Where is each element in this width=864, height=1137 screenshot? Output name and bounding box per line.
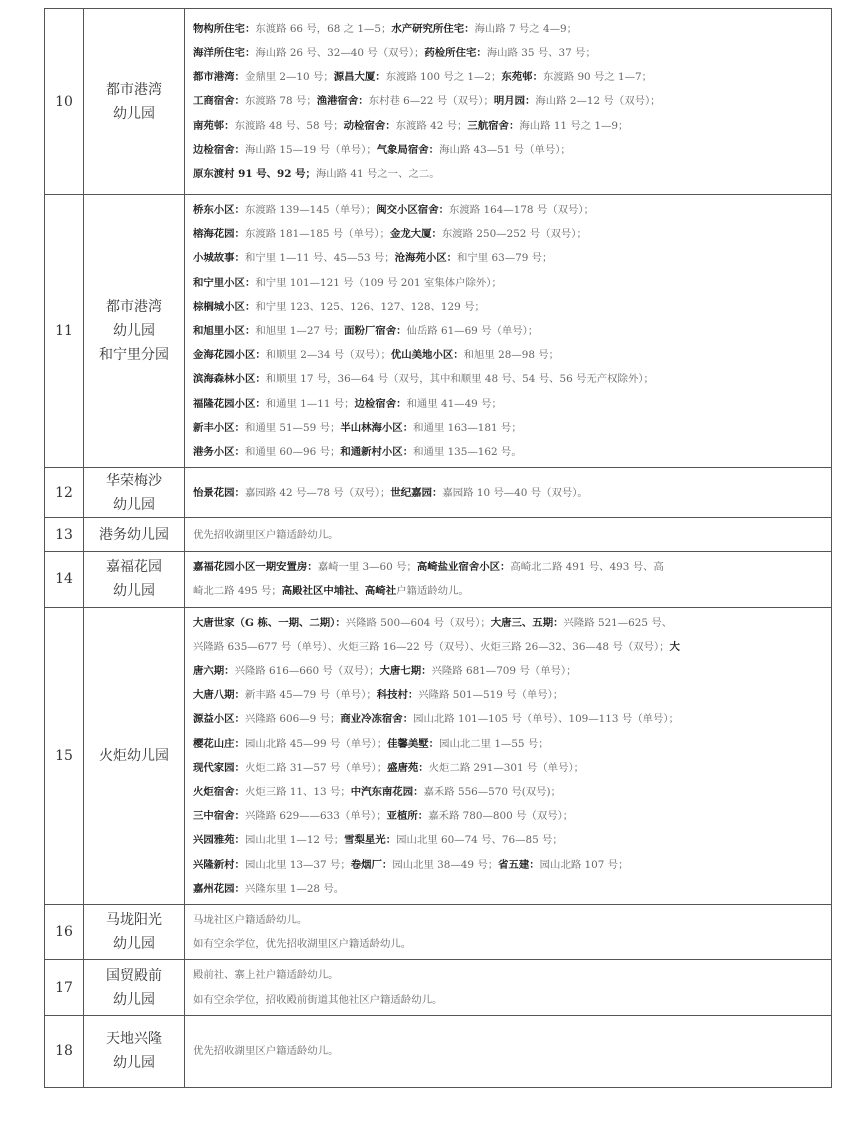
address-text: 海山路 43—51 号（单号）； [439, 143, 571, 156]
area-name: 半山林海小区： [340, 421, 414, 434]
area-name: 福隆花园小区： [193, 397, 266, 410]
address-text: 海山路 11 号之 1—9； [519, 119, 629, 132]
address-text: 园山北里 1—12 号； [244, 834, 345, 847]
school-name-line: 嘉福花园 [106, 559, 162, 576]
area-line [193, 555, 827, 579]
area-line [193, 222, 827, 246]
area-line [193, 707, 827, 731]
catchment-area [185, 607, 832, 904]
area-line [193, 198, 827, 222]
area-name: 物构所住宅： [193, 22, 256, 35]
area-name: 和宁里小区： [193, 276, 256, 289]
table-row [45, 195, 832, 468]
area-name: 大唐三、五期： [490, 616, 564, 629]
table-row [45, 1015, 832, 1087]
address-text: 海山路 26 号、32—40 号（双号）； [255, 46, 425, 59]
address-text: 和通里 163—181 号； [413, 421, 522, 434]
school-zone-table [44, 8, 832, 1088]
area-name: 新丰小区： [193, 421, 245, 434]
area-name: 世纪嘉园： [390, 486, 443, 499]
row-number: 15 [45, 607, 84, 904]
area-name: 大唐世家（G 栋、一期、二期）： [193, 616, 346, 629]
area-name: 金海花园小区： [193, 349, 266, 362]
area-name: 三中宿舍： [193, 810, 245, 823]
catchment-area [185, 518, 832, 552]
address-text: 兴隆路 681—709 号（单号）； [431, 665, 577, 678]
address-text: 嘉园路 10 号—40 号（双号）。 [442, 486, 588, 499]
address-text: 嘉禾路 556—570 号(双号)； [423, 786, 561, 799]
area-name: 嘉州花园： [193, 882, 245, 895]
address-text: 如有空余学位，招收殿前街道其他社区户籍适龄幼儿。 [193, 993, 443, 1006]
area-name: 源益小区： [193, 713, 245, 726]
row-number: 17 [45, 960, 84, 1015]
address-text: 兴隆路 501—519 号（单号）； [418, 689, 564, 702]
area-name: 高崎盐业宿舍小区： [416, 561, 511, 574]
address-text: 和宁里 101—121 号（109 号 201 室集体户除外）； [255, 276, 502, 289]
area-line [193, 963, 827, 987]
area-name: 唐六期： [193, 665, 235, 678]
school-name-line: 国贸殿前 [106, 967, 162, 984]
address-text: 兴隆路 521—625 号、 [563, 616, 673, 629]
school-name [84, 468, 185, 518]
address-text: 东渡路 42 号； [395, 119, 468, 132]
area-name: 怡景花园： [193, 486, 245, 499]
area-name: 现代家园： [193, 761, 245, 774]
area-line [193, 271, 827, 295]
table-row [45, 9, 832, 195]
row-number: 14 [45, 552, 84, 607]
area-line [193, 877, 827, 901]
address-text: 户籍适龄幼儿。 [396, 585, 469, 598]
address-text: 嘉禾路 780—800 号（双号）； [428, 810, 574, 823]
area-name: 南苑邨： [193, 119, 235, 132]
catchment-area [185, 468, 832, 518]
address-text: 东渡路 66 号，68 之 1—5； [255, 22, 392, 35]
address-text: 和旭里 28—98 号； [463, 349, 560, 362]
address-text: 园山北二里 1—55 号； [439, 737, 549, 750]
area-name: 明月园： [493, 95, 536, 108]
table-row [45, 518, 832, 552]
area-name: 和旭里小区： [193, 325, 256, 338]
area-line [193, 392, 827, 416]
address-text: 兴隆路 606—9 号； [244, 713, 341, 726]
address-text: 园山北里 38—49 号； [392, 858, 499, 871]
address-text: 和顺里 17 号，36—64 号（双号，其中和顺里 48 号、54 号、56 号无产权除外）； [265, 373, 654, 386]
area-name: 棕榈城小区： [193, 300, 256, 313]
row-number: 13 [45, 518, 84, 552]
area-name: 优山美地小区： [390, 349, 464, 362]
area-line [193, 804, 827, 828]
address-text: 海山路 15—19 号（单号）； [244, 143, 377, 156]
area-line [193, 932, 827, 956]
area-line [193, 828, 827, 852]
address-text: 兴隆东里 1—28 号。 [244, 882, 345, 895]
catchment-area [185, 905, 832, 960]
school-name [84, 960, 185, 1015]
area-name: 动检宿舍： [343, 119, 396, 132]
table-row [45, 960, 832, 1015]
area-name: 和通新村小区： [340, 446, 414, 459]
area-name: 都市港湾： [193, 71, 245, 84]
area-name: 亚植所： [386, 810, 429, 823]
catchment-area [185, 960, 832, 1015]
address-text: 和通里 51—59 号； [244, 421, 341, 434]
area-name: 沧海苑小区： [394, 252, 457, 265]
area-line [193, 416, 827, 440]
area-line [193, 440, 827, 464]
area-name: 面粉厂宿舍： [344, 325, 407, 338]
address-text: 兴隆路 616—660 号（双号）； [234, 665, 380, 678]
area-name: 高殿社区中埔社、高崎社 [281, 585, 397, 598]
address-text: 海山路 7 号之 4—9； [474, 22, 577, 35]
address-text: 东渡路 139—145（单号）； [244, 204, 377, 216]
school-name [84, 607, 185, 904]
address-text: 火炬二路 31—57 号（单号）； [244, 761, 388, 774]
address-text: 如有空余学位，优先招收湖里区户籍适龄幼儿。 [193, 938, 412, 951]
school-name-line: 港务幼儿园 [99, 526, 169, 543]
area-name: 闽交小区宿舍： [376, 204, 449, 216]
school-name-line: 和宁里分园 [99, 347, 169, 364]
catchment-area [185, 552, 832, 607]
area-name: 兴隆新村： [193, 858, 245, 871]
address-text: 优先招收湖里区户籍适龄幼儿。 [193, 528, 339, 541]
table-row [45, 905, 832, 960]
area-line [193, 659, 827, 683]
area-name: 卷烟厂： [350, 858, 393, 871]
area-name: 源昌大厦： [333, 71, 386, 84]
area-name: 三航宿舍： [467, 119, 520, 132]
area-name: 工商宿舍： [193, 95, 245, 108]
area-name: 海洋所住宅： [193, 46, 256, 59]
address-text: 和顺里 2—34 号（双号）； [265, 349, 391, 362]
area-line [193, 732, 827, 756]
address-text: 和通里 135—162 号。 [413, 446, 522, 459]
address-text: 东渡路 48 号、58 号； [234, 119, 344, 132]
area-name: 渔港宿舍： [316, 95, 369, 108]
address-text: 嘉园路 42 号—78 号（双号）； [244, 486, 391, 499]
school-name-line: 火炬幼儿园 [99, 747, 169, 764]
school-name-line: 幼儿园 [113, 936, 155, 953]
school-name-line: 幼儿园 [113, 105, 155, 122]
area-name: 东苑邨： [501, 71, 543, 84]
school-name-line: 马垅阳光 [106, 912, 162, 929]
area-name: 港务小区： [193, 446, 245, 459]
school-name-line: 幼儿园 [113, 991, 155, 1008]
area-line [193, 988, 827, 1012]
address-text: 和通里 1—11 号； [265, 397, 355, 410]
area-line [193, 319, 827, 343]
area-line [193, 17, 827, 41]
table-row [45, 607, 832, 904]
address-text: 金鼎里 2—10 号； [244, 71, 334, 84]
area-name: 兴园雅苑： [193, 834, 245, 847]
address-text: 东渡路 90 号之 1—7； [542, 71, 653, 84]
school-name-line: 幼儿园 [113, 496, 155, 513]
address-text: 兴隆路 635—677 号（单号）、火炬三路 16—22 号（双号）、火炬三路 26—32、36—48 号（双号）； [193, 640, 670, 653]
table-row [45, 468, 832, 518]
address-text: 东村巷 6—22 号（双号）； [368, 95, 494, 108]
address-text: 和宁里 123、125、126、127、128、129 号； [255, 300, 485, 313]
school-name-line: 都市港湾 [106, 299, 162, 316]
area-name: 大唐七期： [379, 665, 432, 678]
area-line [193, 246, 827, 270]
area-line [193, 367, 827, 391]
area-name: 小城故事： [193, 252, 245, 265]
address-text: 嘉崎一里 3—60 号； [317, 561, 417, 574]
catchment-area [185, 9, 832, 195]
area-line [193, 853, 827, 877]
area-name: 榕海花园： [193, 228, 245, 241]
school-name [84, 905, 185, 960]
school-name-line: 幼儿园 [113, 1055, 155, 1072]
address-text: 火炬三路 11、13 号； [244, 786, 351, 799]
address-text: 园山北路 107 号； [539, 858, 629, 871]
address-text: 新丰路 45—79 号（单号）； [244, 689, 377, 702]
area-line [193, 481, 827, 505]
row-number: 16 [45, 905, 84, 960]
row-number: 12 [45, 468, 84, 518]
school-name [84, 518, 185, 552]
address-text: 海山路 35 号、37 号； [486, 46, 596, 59]
table-row [45, 552, 832, 607]
area-name: 嘉福花园小区一期安置房： [193, 561, 318, 574]
area-line [193, 683, 827, 707]
area-name: 省五建： [498, 858, 540, 871]
area-line [193, 1039, 827, 1063]
school-name [84, 9, 185, 195]
area-line [193, 611, 827, 635]
address-text: 园山北路 101—105 号（单号）、109—113 号（单号）； [413, 713, 679, 726]
area-line [193, 162, 827, 186]
area-line [193, 523, 827, 547]
address-text: 崎北二路 495 号； [193, 585, 282, 598]
address-text: 和宁里 1—11 号、45—53 号； [244, 252, 395, 265]
row-number: 18 [45, 1015, 84, 1087]
area-name: 大 [669, 640, 680, 653]
area-line [193, 908, 827, 932]
school-name-line: 幼儿园 [113, 583, 155, 600]
area-line [193, 635, 827, 659]
address-text: 东渡路 100 号之 1—2； [385, 71, 502, 84]
address-text: 园山北里 13—37 号； [244, 858, 351, 871]
area-line [193, 579, 827, 603]
catchment-area [185, 195, 832, 468]
address-text: 殿前社、寨上社户籍适龄幼儿。 [193, 969, 339, 982]
school-name-line: 天地兴隆 [106, 1031, 162, 1048]
address-text: 海山路 41 号之一、之二。 [315, 168, 440, 180]
area-line [193, 114, 827, 138]
address-text: 火炬二路 291—301 号（单号）； [428, 761, 585, 774]
address-text: 和宁里 63—79 号； [457, 252, 553, 265]
school-name [84, 195, 185, 468]
area-name: 水产研究所住宅： [391, 22, 475, 35]
area-name: 边检宿舍： [354, 397, 407, 410]
address-text: 海山路 2—12 号（双号）； [535, 95, 661, 108]
area-name: 火炬宿舍： [193, 786, 245, 799]
address-text: 园山北里 60—74 号、76—85 号； [396, 834, 563, 847]
school-name-line: 都市港湾 [106, 81, 162, 98]
catchment-area [185, 1015, 832, 1087]
address-text: 东渡路 78 号； [244, 95, 317, 108]
area-line [193, 138, 827, 162]
area-name: 商业冷冻宿舍： [340, 713, 414, 726]
area-line [193, 343, 827, 367]
area-name: 佳馨美墅： [387, 737, 440, 750]
address-text: 园山北路 45—99 号（单号）； [244, 737, 388, 750]
table-body [45, 9, 832, 1088]
address-text: 和旭里 1—27 号； [255, 325, 345, 338]
area-line [193, 65, 827, 89]
area-name: 滨海森林小区： [193, 373, 266, 386]
area-line [193, 780, 827, 804]
address-text: 和通里 60—96 号； [244, 446, 341, 459]
area-name: 原东渡村 91 号、92 号； [193, 168, 316, 180]
area-name: 气象局宿舍： [376, 143, 440, 156]
area-line [193, 756, 827, 780]
area-line [193, 41, 827, 65]
address-text: 马垅社区户籍适龄幼儿。 [193, 914, 308, 927]
area-line [193, 89, 827, 113]
school-name-line: 华荣梅沙 [106, 472, 162, 489]
school-name [84, 552, 185, 607]
address-text: 兴隆路 500—604 号（双号）； [345, 616, 491, 629]
area-name: 雪梨星光： [344, 834, 397, 847]
address-text: 仙岳路 61—69 号（单号）； [406, 325, 539, 338]
area-name: 科技村： [376, 689, 419, 702]
row-number: 11 [45, 195, 84, 468]
area-name: 药检所住宅： [424, 46, 487, 59]
address-text: 高崎北二路 491 号、493 号、高 [510, 561, 664, 574]
area-line [193, 295, 827, 319]
area-name: 樱花山庄： [193, 737, 245, 750]
area-name: 中汽东南花园： [350, 786, 424, 799]
area-name: 边检宿舍： [193, 143, 245, 156]
row-number: 10 [45, 9, 84, 195]
area-name: 大唐八期： [193, 689, 245, 702]
school-name [84, 1015, 185, 1087]
address-text: 东渡路 164—178 号（双号）； [448, 204, 594, 216]
school-name-line: 幼儿园 [113, 323, 155, 340]
area-name: 盛唐苑： [387, 761, 429, 774]
address-text: 兴隆路 629——633（单号）； [244, 810, 387, 823]
area-name: 桥东小区： [193, 204, 245, 216]
area-name: 金龙大厦： [389, 228, 442, 241]
address-text: 东渡路 181—185 号（单号）； [244, 228, 390, 241]
address-text: 优先招收湖里区户籍适龄幼儿。 [193, 1045, 339, 1058]
address-text: 东渡路 250—252 号（双号）； [441, 228, 587, 241]
address-text: 和通里 41—49 号； [406, 397, 502, 410]
